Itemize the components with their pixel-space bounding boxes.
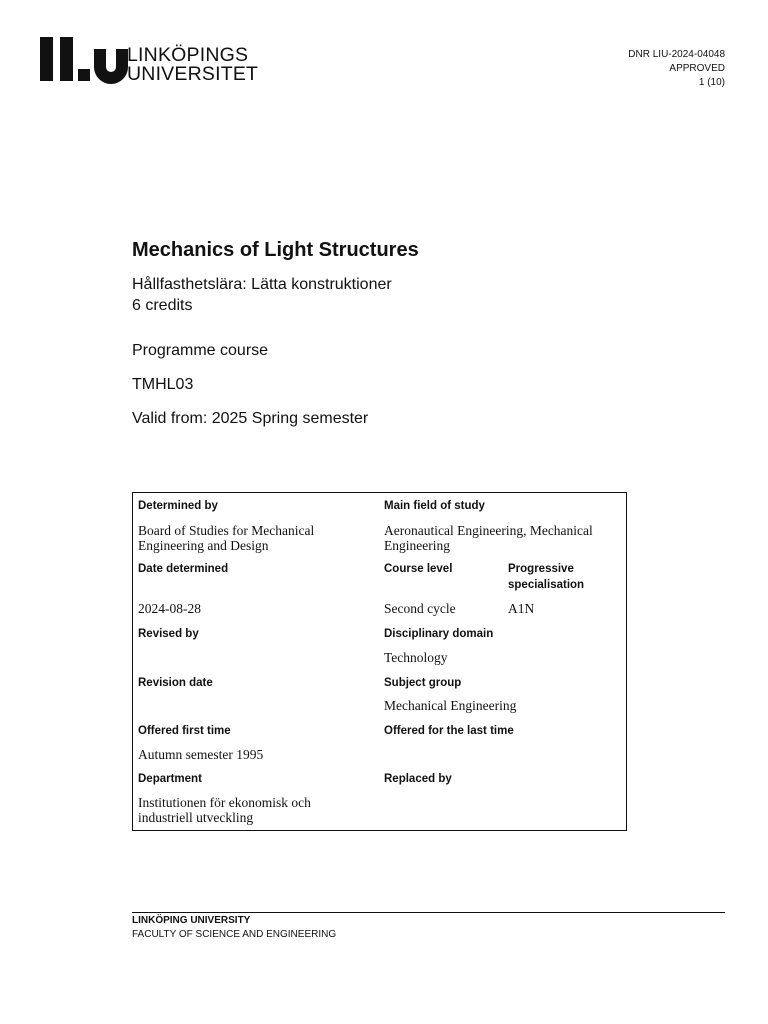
course-type: Programme course: [132, 342, 269, 359]
footer-divider: [132, 912, 725, 913]
footer-university: LINKÖPING UNIVERSITY: [132, 915, 251, 926]
footer-faculty: FACULTY OF SCIENCE AND ENGINEERING: [132, 929, 337, 940]
progressive-value: A1N: [508, 601, 535, 616]
subject-group-label: Subject group: [384, 677, 462, 689]
determined-by-value: Board of Studies for Mechanical Engineering and Design: [138, 523, 315, 553]
dnr-number: DNR LIU-2024-04048: [628, 49, 725, 60]
course-level-value: Second cycle: [384, 601, 456, 616]
determined-by-label: Determined by: [138, 500, 218, 512]
offered-first-value: Autumn semester 1995: [138, 747, 264, 762]
revision-date-label: Revision date: [138, 677, 213, 689]
credits: 6 credits: [132, 297, 193, 314]
page-number: 1 (10): [698, 77, 725, 88]
replaced-by-label: Replaced by: [384, 773, 452, 785]
progressive-label: Progressive specialisation: [508, 563, 585, 591]
course-title: Mechanics of Light Structures: [132, 239, 419, 261]
date-determined-value: 2024-08-28: [138, 601, 201, 616]
main-field-value: Aeronautical Engineering, Mechanical Engineering: [384, 523, 593, 553]
logo-line-2: UNIVERSITET: [127, 63, 259, 85]
valid-from: Valid from: 2025 Spring semester: [132, 410, 369, 427]
department-label: Department: [138, 773, 202, 785]
disciplinary-label: Disciplinary domain: [384, 628, 494, 640]
disciplinary-value: Technology: [384, 650, 448, 665]
course-code: TMHL03: [132, 376, 194, 393]
main-field-label: Main field of study: [384, 500, 485, 512]
department-value: Institutionen för ekonomisk och industriell utveckling: [138, 795, 311, 825]
offered-last-label: Offered for the last time: [384, 725, 514, 737]
offered-first-label: Offered first time: [138, 725, 231, 737]
course-level-label: Course level: [384, 563, 453, 575]
course-info-table: [132, 492, 627, 831]
logo-line-1: LINKÖPINGS: [127, 44, 249, 66]
revised-by-label: Revised by: [138, 628, 199, 640]
document-meta: [628, 48, 725, 90]
date-determined-label: Date determined: [138, 563, 229, 575]
approval-status: APPROVED: [669, 63, 725, 74]
subject-group-value: Mechanical Engineering: [384, 698, 517, 713]
swedish-title: Hållfasthetslära: Lätta konstruktioner: [132, 276, 392, 293]
course-header: [132, 236, 652, 429]
logo-wordmark: [127, 46, 258, 84]
